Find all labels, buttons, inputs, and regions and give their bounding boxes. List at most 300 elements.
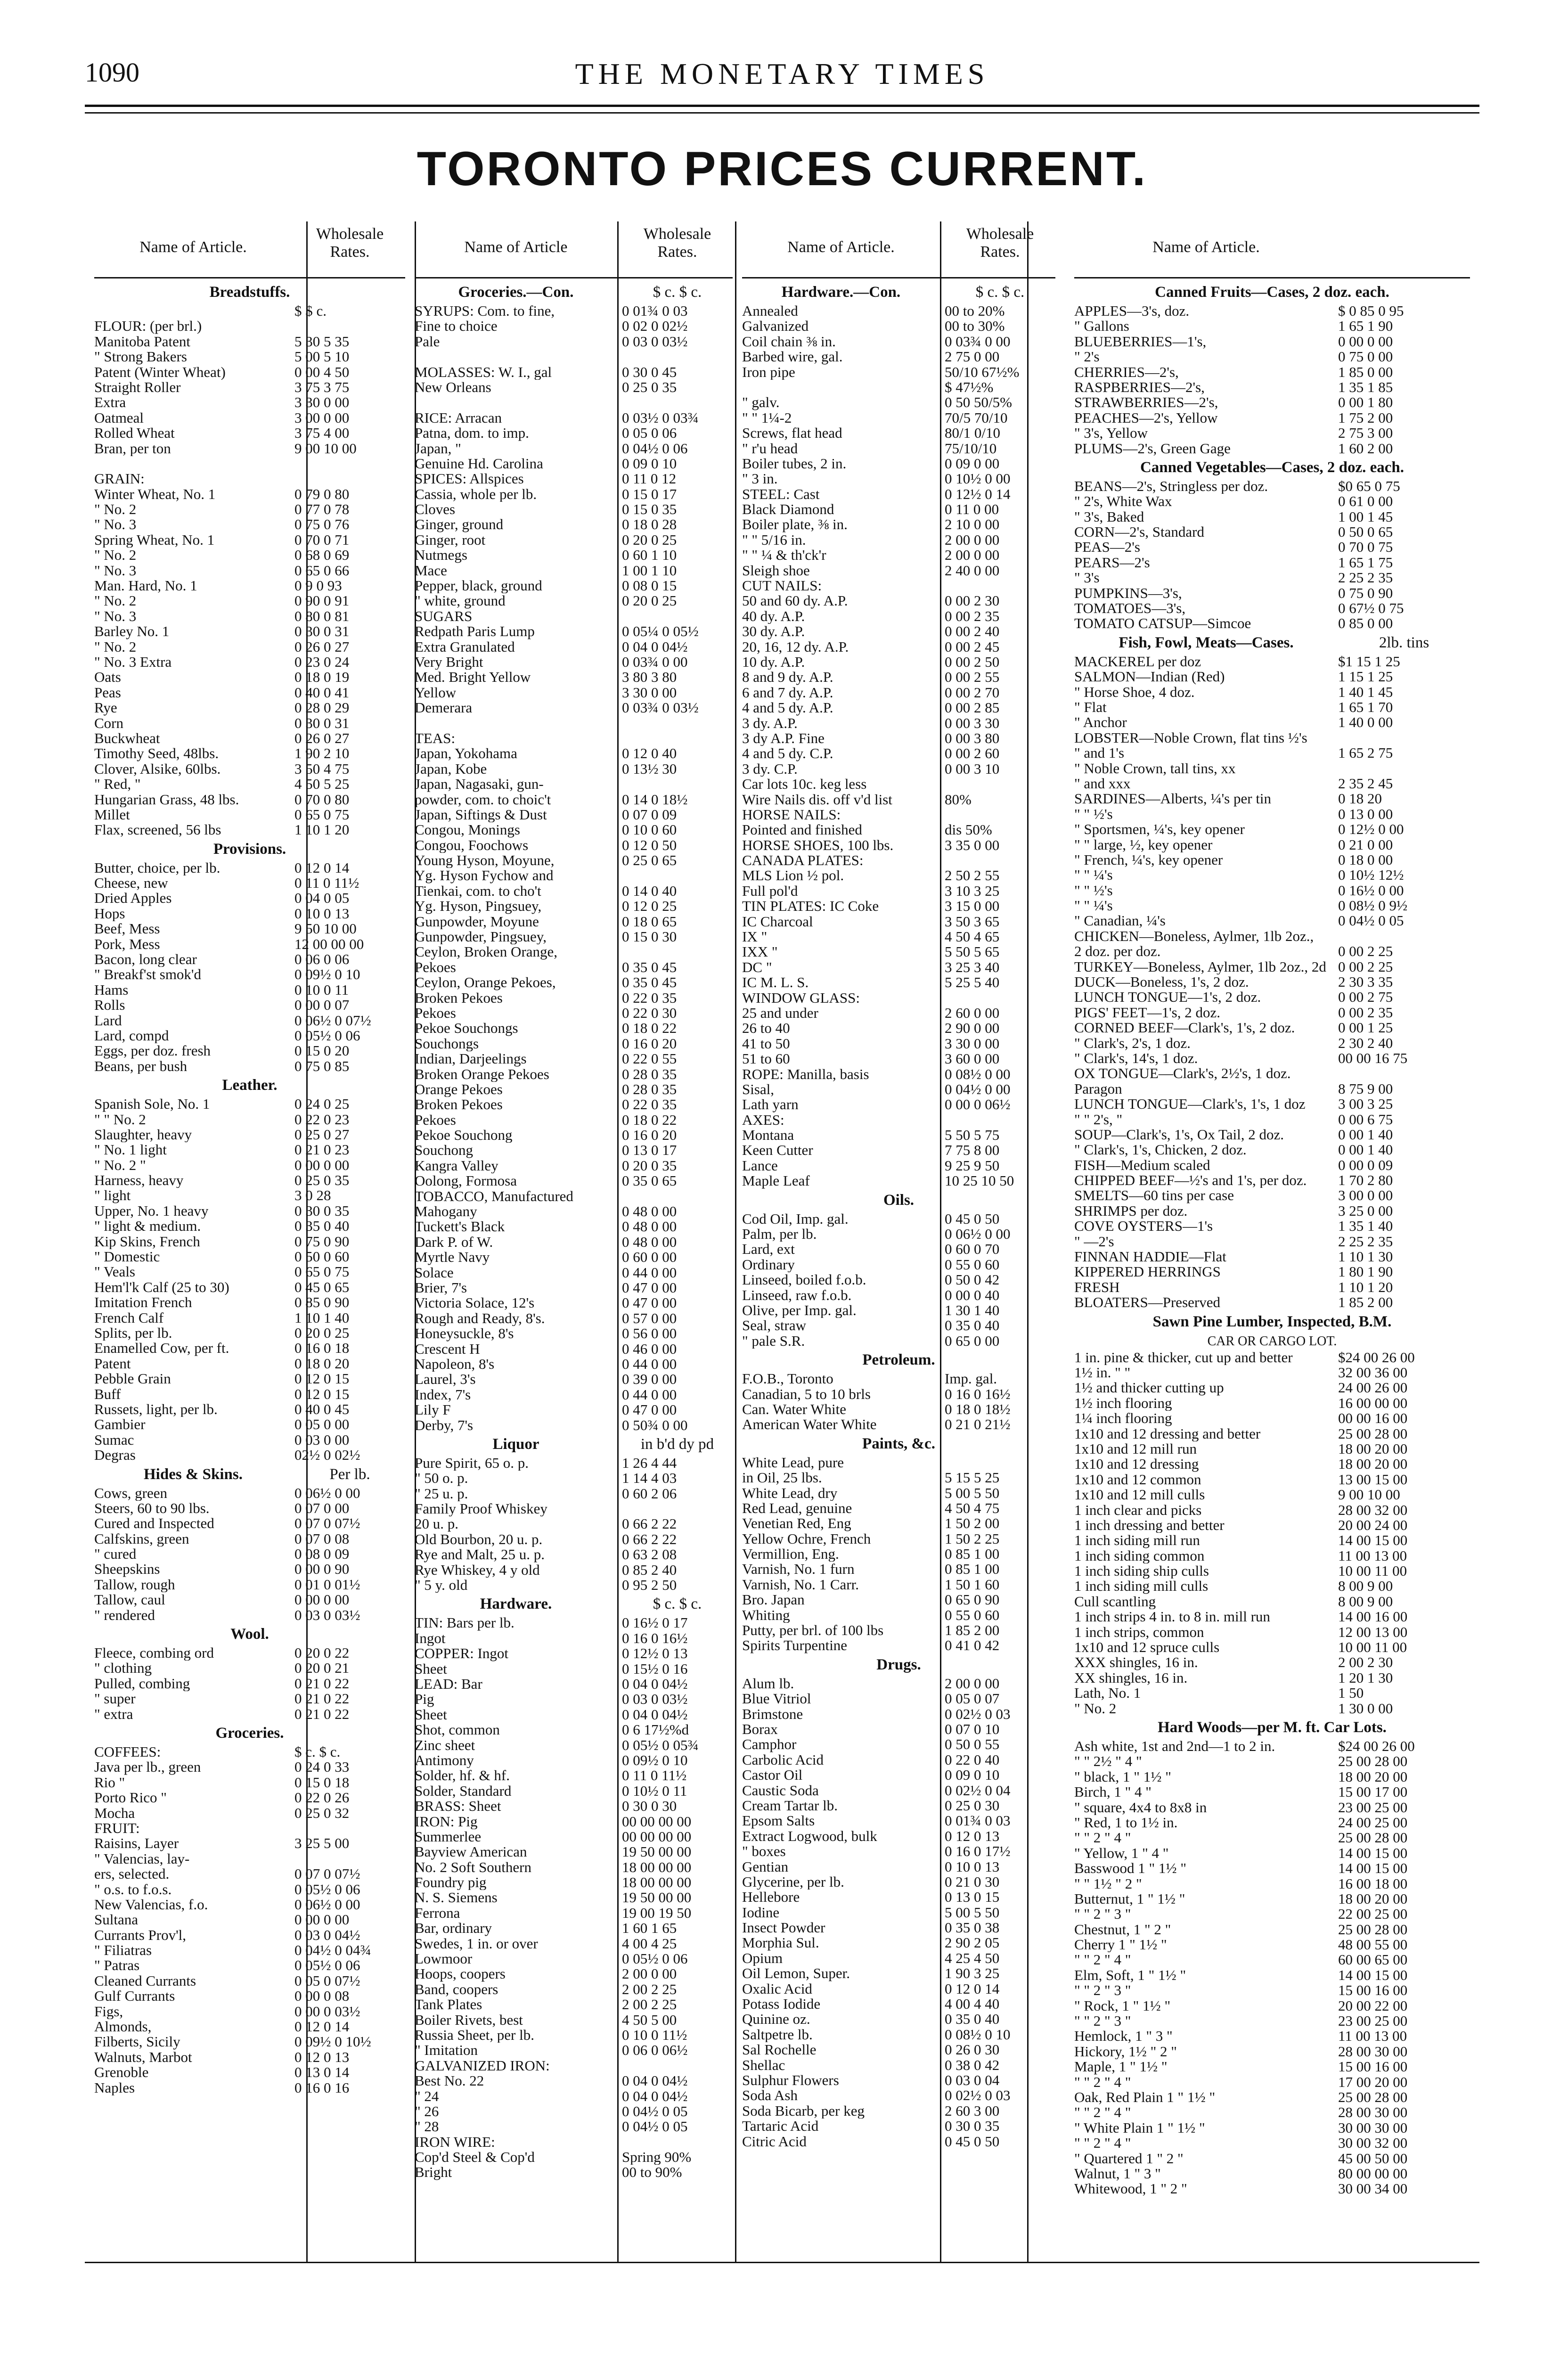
price-row (94, 1249, 405, 1264)
article-name: 51 to 60 (742, 1051, 790, 1067)
article-name: 1x10 and 12 mill culls (1074, 1487, 1205, 1503)
wholesale-rate: 0 00 2 35 (945, 608, 1000, 624)
price-row (1074, 1219, 1470, 1234)
price-row (415, 1219, 733, 1234)
wholesale-rate: 0 12½ 0 00 (1338, 822, 1404, 837)
article-name: Dark P. of W. (415, 1234, 493, 1250)
wholesale-rate: 1 35 1 40 (1338, 1219, 1393, 1234)
wholesale-rate: 0 35 0 40 (945, 1318, 1000, 1333)
article-name: WINDOW GLASS: (742, 990, 860, 1006)
price-row (415, 1418, 733, 1433)
article-name: " No. 1 light (94, 1142, 167, 1158)
wholesale-rate: 1 70 2 80 (1338, 1173, 1393, 1188)
wholesale-rate: 11 00 13 00 (1338, 2029, 1407, 2044)
article-name: " and 1's (1074, 745, 1125, 761)
wholesale-rate: 2 90 0 00 (945, 1021, 1000, 1036)
wholesale-rate: 00 to 30% (945, 319, 1005, 334)
wholesale-rate: 0 48 0 00 (622, 1204, 677, 1219)
wholesale-rate: 0 09 0 10 (622, 456, 677, 472)
price-row (415, 960, 733, 975)
wholesale-rate: 0 20 0 35 (622, 1158, 677, 1174)
price-row (415, 1342, 733, 1357)
price-row (1074, 898, 1470, 913)
article-name: Gentian (742, 1859, 789, 1874)
wholesale-rate: 0 75 0 85 (294, 1058, 350, 1074)
article-name: Swedes, 1 in. or over (415, 1936, 538, 1952)
wholesale-rate: 5 15 5 25 (945, 1470, 1000, 1486)
wholesale-rate: $24 00 26 00 (1338, 1350, 1415, 1365)
name-heading: Name of Article (464, 238, 568, 256)
section-heading (94, 838, 405, 860)
wholesale-rate: 0 00 1 40 (1338, 1127, 1393, 1143)
price-row (94, 609, 405, 624)
article-name: Birch, 1 " 4 " (1074, 1784, 1152, 1800)
article-name: 6 and 7 dy. A.P. (742, 685, 833, 701)
price-row (1074, 2090, 1470, 2105)
price-row (94, 1112, 405, 1127)
wholesale-rate: 0 02½ 0 03 (945, 1706, 1011, 1722)
price-row (94, 1806, 405, 1821)
price-row (94, 1173, 405, 1188)
price-row (1074, 1846, 1470, 1861)
article-name: GALVANIZED IRON: (415, 2058, 550, 2074)
wholesale-rate: 0 65 0 75 (294, 1264, 350, 1280)
price-row (415, 1036, 733, 1051)
article-name: Figs, (94, 2004, 123, 2020)
price-row (415, 1875, 733, 1890)
wholesale-rate: 0 00 0 09 (1338, 1157, 1393, 1173)
wholesale-rate: 0 35 0 40 (294, 1219, 350, 1234)
section-heading (742, 281, 1055, 303)
article-name: F.O.B., Toronto (742, 1371, 833, 1387)
wholesale-rate: 1 20 1 30 (1338, 1670, 1393, 1686)
price-row (415, 2165, 733, 2180)
wholesale-rate: 20 00 22 00 (1338, 1998, 1408, 2014)
wholesale-rate: 0 21 0 23 (294, 1142, 350, 1158)
price-row (415, 334, 733, 349)
price-row (1074, 867, 1470, 883)
article-name: DC " (742, 959, 772, 975)
wholesale-rate: 0 85 2 40 (622, 1562, 677, 1578)
price-row (94, 1691, 405, 1706)
price-row (94, 1341, 405, 1356)
price-row (415, 1311, 733, 1326)
price-row (1074, 1441, 1470, 1456)
wholesale-rate: 2 90 2 05 (945, 1935, 1000, 1951)
article-name: Walnut, 1 " 3 " (1074, 2166, 1161, 2182)
wholesale-rate: 60 00 65 00 (1338, 1952, 1408, 1968)
price-row (1074, 616, 1470, 631)
price-row (415, 1738, 733, 1753)
price-row (94, 1486, 405, 1501)
wholesale-rate: 0 70 0 71 (294, 532, 350, 548)
price-row (1074, 1096, 1470, 1112)
wholesale-rate: 0 35 0 65 (622, 1173, 677, 1189)
price-row (415, 1295, 733, 1310)
article-name: CHICKEN—Boneless, Aylmer, 1lb 2oz., (1074, 928, 1314, 944)
article-name: " Flat (1074, 699, 1107, 715)
price-column (94, 281, 405, 2095)
article-name: Car lots 10c. keg less (742, 777, 867, 792)
table-bottom-rule (85, 2262, 1479, 2263)
price-row (94, 1387, 405, 1402)
article-name: American Water White (742, 1417, 877, 1432)
price-row (94, 1096, 405, 1112)
wholesale-rate: 0 05½ 0 06 (294, 1882, 360, 1897)
section-heading-label: Hard Woods—per M. ft. Car Lots. (1158, 1718, 1387, 1736)
wholesale-rate: 1 30 1 40 (945, 1303, 1000, 1318)
section-heading (94, 1463, 405, 1486)
wholesale-rate: 0 65 0 66 (294, 563, 350, 579)
price-row (94, 761, 405, 777)
article-name: Gunpowder, Pingsuey, (415, 929, 547, 945)
wholesale-rate: 4 50 4 65 (945, 929, 1000, 945)
article-name: CORN—2's, Standard (1074, 524, 1204, 540)
wholesale-rate: 0 10 0 13 (945, 1859, 1000, 1874)
price-row (1074, 380, 1470, 395)
price-row (415, 2028, 733, 2043)
price-row (742, 1981, 1055, 1996)
price-row (415, 578, 733, 593)
article-name: Young Hyson, Moyune, (415, 853, 555, 868)
article-name: " square, 4x4 to 8x8 in (1074, 1800, 1207, 1815)
article-name: FINNAN HADDIE—Flat (1074, 1249, 1226, 1265)
wholesale-rate: 0 75 0 90 (1338, 585, 1393, 601)
price-row (1074, 700, 1470, 715)
price-row (94, 1501, 405, 1516)
price-row (415, 1860, 733, 1875)
wholesale-rate: 0 02½ 0 04 (945, 1783, 1011, 1798)
article-name: " " 2 " 4 " (1074, 2135, 1131, 2151)
wholesale-rate: 1 10 1 30 (1338, 1249, 1393, 1265)
price-row (742, 1501, 1055, 1516)
wholesale-rate: 1 40 1 45 (1338, 684, 1393, 700)
article-name: Hemlock, 1 " 3 " (1074, 2029, 1173, 2044)
price-row (415, 1753, 733, 1768)
price-row (94, 1866, 405, 1882)
section-heading (742, 1653, 1055, 1676)
price-row (415, 1516, 733, 1531)
wholesale-rate: 2 50 2 55 (945, 868, 1000, 884)
article-name: in Oil, 25 lbs. (742, 1470, 822, 1486)
wholesale-rate: 30 00 34 00 (1338, 2181, 1408, 2197)
wholesale-rate: 0 03¾ 0 00 (945, 334, 1011, 350)
article-name: " " 2's, " (1074, 1112, 1123, 1127)
price-row (1074, 1655, 1470, 1670)
article-name: Lowmoor (415, 1951, 473, 1967)
price-row (415, 609, 733, 624)
article-name: XXX shingles, 16 in. (1074, 1655, 1198, 1670)
article-name: Cream Tartar lb. (742, 1798, 838, 1814)
wholesale-rate: 0 03¾ 0 03½ (622, 700, 699, 716)
section-heading (415, 281, 733, 303)
price-row (94, 1973, 405, 1988)
price-row (415, 1692, 733, 1707)
article-name: Cured and Inspected (94, 1516, 214, 1531)
wholesale-rate: 1 10 1 40 (294, 1310, 350, 1325)
wholesale-rate: 0 60 0 70 (945, 1242, 1000, 1257)
wholesale-rate: 2 00 2 30 (1338, 1655, 1393, 1670)
wholesale-rate: 0 00 3 80 (945, 730, 1000, 746)
wholesale-rate: 0 08½ 0 9½ (1338, 898, 1408, 914)
wholesale-rate: 0 13 0 17 (622, 1143, 677, 1158)
wholesale-rate: 0 24 0 25 (294, 1096, 350, 1112)
article-name: Bran, per ton (94, 441, 171, 456)
wholesale-rate: 0 03 0 04½ (294, 1927, 360, 1943)
article-name: " No. 2 (94, 639, 137, 654)
price-row (94, 1661, 405, 1676)
article-name: N. S. Siemens (415, 1890, 498, 1906)
price-row (94, 319, 405, 334)
article-name: " 26 (415, 2103, 439, 2119)
wholesale-rate: 0 16 0 16 (294, 2080, 350, 2095)
price-row (742, 1874, 1055, 1890)
article-name: " " 2 " 3 " (1074, 2013, 1131, 2029)
wholesale-rate: 28 00 32 00 (1338, 1502, 1408, 1518)
article-name: Congou, Monings (415, 822, 520, 838)
wholesale-rate: 0 08 0 15 (622, 578, 677, 594)
price-row (742, 1905, 1055, 1920)
wholesale-rate: 0 66 2 22 (622, 1516, 677, 1532)
article-name: Orange Pekoes (415, 1081, 503, 1097)
wholesale-rate: 0 08½ 0 10 (945, 2027, 1011, 2043)
wholesale-rate: 0 26 0 27 (294, 639, 350, 654)
price-row (415, 1082, 733, 1097)
price-row (94, 1836, 405, 1851)
price-row (94, 792, 405, 807)
article-name: Napoleon, 8's (415, 1356, 495, 1372)
article-name: Varnish, No. 1 Carr. (742, 1577, 859, 1593)
article-name: " " 5/16 in. (742, 532, 806, 548)
wholesale-rate: 0 45 0 50 (945, 1211, 1000, 1227)
wholesale-rate: 1 10 1 20 (294, 822, 350, 838)
price-row (742, 1844, 1055, 1859)
wholesale-rate: 14 00 15 00 (1338, 1861, 1408, 1876)
price-row (742, 609, 1055, 624)
wholesale-rate: 00 00 16 00 (1338, 1411, 1408, 1426)
wholesale-rate: 2 00 0 00 (945, 532, 1000, 548)
wholesale-rate: 0 30 0 31 (294, 624, 350, 639)
article-name: " Clark's, 2's, 1 doz. (1074, 1035, 1191, 1051)
wholesale-rate: 0 47 0 00 (622, 1402, 677, 1418)
price-row (94, 1028, 405, 1043)
price-row (1074, 1173, 1470, 1188)
article-name: Maple, 1 " 1½ " (1074, 2059, 1168, 2075)
price-row (742, 929, 1055, 944)
price-row (1074, 2151, 1470, 2166)
wholesale-rate: 0 01 0 01½ (294, 1577, 360, 1593)
article-name: IX " (742, 929, 768, 945)
wholesale-rate: 17 00 20 00 (1338, 2074, 1408, 2090)
wholesale-rate: 0 48 0 00 (622, 1234, 677, 1250)
article-name: Butternut, 1 " 1½ " (1074, 1891, 1185, 1907)
price-row (415, 1326, 733, 1341)
article-name: Wire Nails dis. off v'd list (742, 792, 892, 807)
price-row (1074, 1066, 1470, 1081)
article-name: " cured (94, 1546, 137, 1562)
wholesale-rate: 0 15 0 30 (622, 929, 677, 945)
wholesale-rate: 0 15 0 17 (622, 486, 677, 502)
article-name: " " ½'s (1074, 883, 1113, 899)
wholesale-rate: 80% (945, 792, 972, 807)
price-row (415, 1829, 733, 1844)
wholesale-rate: 5 00 5 10 (294, 349, 350, 365)
page-header (85, 57, 1479, 94)
article-name: 1x10 and 12 mill run (1074, 1441, 1197, 1457)
wholesale-rate: 0 04½ 0 00 (945, 1081, 1011, 1097)
wholesale-rate: 3 25 5 00 (294, 1836, 350, 1851)
wholesale-rate: 0 30 0 30 (622, 1799, 677, 1814)
article-name: Lard, ext (742, 1242, 795, 1257)
wholesale-rate: 3 50 3 65 (945, 914, 1000, 930)
price-row (94, 952, 405, 967)
price-row (415, 1250, 733, 1265)
wholesale-rate: 0 77 0 78 (294, 502, 350, 517)
price-row (415, 1051, 733, 1066)
wholesale-rate: 25 00 28 00 (1338, 1830, 1408, 1846)
wholesale-rate: 0 10½ 0 00 (945, 471, 1011, 487)
wholesale-rate: 0 13½ 30 (622, 761, 677, 777)
article-name: FISH—Medium scaled (1074, 1157, 1210, 1173)
wholesale-rate: 0 65 0 00 (945, 1333, 1000, 1349)
wholesale-rate: 0 44 0 00 (622, 1356, 677, 1372)
article-name: " " ¼'s (1074, 867, 1113, 883)
price-row (1074, 540, 1470, 555)
price-row (94, 563, 405, 578)
price-row (1074, 1203, 1470, 1219)
wholesale-rate: 11 00 13 00 (1338, 1548, 1407, 1564)
wholesale-rate: 4 50 4 75 (945, 1500, 1000, 1516)
column-header (94, 221, 405, 278)
price-row (94, 425, 405, 441)
article-name: " Domestic (94, 1249, 160, 1265)
price-row (1074, 2181, 1470, 2196)
price-row (742, 1067, 1055, 1082)
article-name: " Breakf'st smok'd (94, 967, 202, 982)
section-rate-note: Per lb. (329, 1465, 370, 1483)
price-row (742, 1082, 1055, 1097)
price-row (94, 1988, 405, 2004)
wholesale-rate: 0 16 0 16½ (945, 1386, 1011, 1402)
wholesale-rate: 4 50 5 25 (294, 777, 350, 792)
wholesale-rate: 25 00 28 00 (1338, 1922, 1408, 1938)
price-row (94, 1142, 405, 1157)
article-name: 1½ inch flooring (1074, 1395, 1172, 1411)
wholesale-rate: 2 40 0 00 (945, 563, 1000, 579)
price-row (742, 2073, 1055, 2088)
column-divider (735, 221, 736, 2262)
article-name: No. 2 Soft Southern (415, 1859, 531, 1875)
price-row (94, 1821, 405, 1836)
price-row (1074, 1036, 1470, 1051)
wholesale-rate: 0 16½ 0 00 (1338, 883, 1404, 899)
wholesale-rate: 16 00 00 00 (1338, 1395, 1408, 1411)
wholesale-rate: 0 03 0 03½ (294, 1607, 360, 1623)
article-name: Oak, Red Plain 1 " 1½ " (1074, 2089, 1216, 2105)
section-note: CAR OR CARGO LOT. (1207, 1333, 1337, 1349)
wholesale-rate: 0 65 0 90 (945, 1592, 1000, 1608)
price-row (1074, 555, 1470, 570)
price-row (742, 1752, 1055, 1767)
price-row (742, 1531, 1055, 1546)
price-row (415, 532, 733, 548)
article-name: Congou, Foochows (415, 837, 529, 853)
wholesale-rate: 4 00 4 40 (945, 1996, 1000, 2012)
price-row (94, 1577, 405, 1592)
wholesale-rate: 0 15½ 0 16 (622, 1661, 688, 1677)
wholesale-rate: 0 26 0 30 (945, 2042, 1000, 2058)
price-row (1074, 1472, 1470, 1487)
price-row (1074, 1234, 1470, 1249)
article-name: Camphor (742, 1737, 797, 1752)
article-name: Tienkai, com. to cho't (415, 883, 541, 899)
price-row (1074, 1264, 1470, 1279)
article-name: Caustic Soda (742, 1783, 819, 1798)
article-name: Glycerine, per lb. (742, 1874, 844, 1890)
wholesale-rate: 0 35 0 45 (622, 959, 677, 975)
article-name: Broken Pekoes (415, 990, 503, 1006)
article-name: " 5 y. old (415, 1578, 468, 1593)
wholesale-rate: 0 25 0 30 (945, 1798, 1000, 1814)
wholesale-rate: 0 05¼ 0 05½ (622, 624, 699, 639)
price-row (1074, 524, 1470, 540)
price-row (1074, 883, 1470, 898)
article-name: New Valencias, f.o. (94, 1897, 208, 1913)
wholesale-rate: 0 35 0 40 (945, 2012, 1000, 2027)
wholesale-rate: 0 50 0 42 (945, 1272, 1000, 1288)
wholesale-rate: 0 11 0 12 (622, 471, 677, 487)
price-row (1074, 776, 1470, 791)
article-name: Keen Cutter (742, 1143, 813, 1158)
wholesale-rate: 0 00 2 30 (945, 593, 1000, 609)
article-name: Shellac (742, 2057, 785, 2073)
article-name: Souchong (415, 1143, 473, 1158)
price-row (1074, 837, 1470, 852)
article-name: PEAS—2's (1074, 540, 1140, 555)
wholesale-rate: 0 04½ 0 06 (622, 441, 688, 456)
wholesale-rate: 0 48 0 00 (622, 1219, 677, 1235)
wholesale-rate: 1 14 4 03 (622, 1471, 677, 1486)
article-name: " o.s. to f.o.s. (94, 1882, 172, 1897)
article-name: 1 inch siding mill culls (1074, 1579, 1209, 1594)
price-row (742, 2134, 1055, 2149)
article-name: Citric Acid (742, 2134, 807, 2149)
article-name: Lard, compd (94, 1028, 169, 1044)
price-row (1074, 494, 1470, 509)
price-row (742, 1546, 1055, 1562)
wholesale-rate: 0 45 0 65 (294, 1279, 350, 1295)
wholesale-rate: 3 30 0 00 (622, 685, 677, 701)
article-name: Ingot (415, 1630, 446, 1646)
article-name: Hem'l'k Calf (25 to 30) (94, 1279, 229, 1295)
article-name: 25 and under (742, 1005, 818, 1021)
price-row (1074, 1503, 1470, 1518)
article-name: " No. 2 (94, 593, 137, 609)
article-name: 1½ in. " " (1074, 1365, 1131, 1381)
price-row (415, 853, 733, 868)
article-name: Japan, Yokohama (415, 746, 517, 761)
price-row (94, 334, 405, 349)
article-name: Enamelled Cow, per ft. (94, 1341, 229, 1356)
wholesale-rate: 0 00 2 55 (945, 670, 1000, 685)
wholesale-rate: 0 13 0 00 (1338, 806, 1393, 822)
wholesale-rate: 0 25 0 65 (622, 853, 677, 868)
article-name: " " 2 " 4 " (1074, 2074, 1131, 2090)
article-name: Putty, per brl. of 100 lbs (742, 1623, 884, 1638)
article-name: Antimony (415, 1752, 474, 1768)
article-name: PEARS—2's (1074, 555, 1150, 571)
wholesale-rate: 0 18 0 65 (622, 914, 677, 930)
